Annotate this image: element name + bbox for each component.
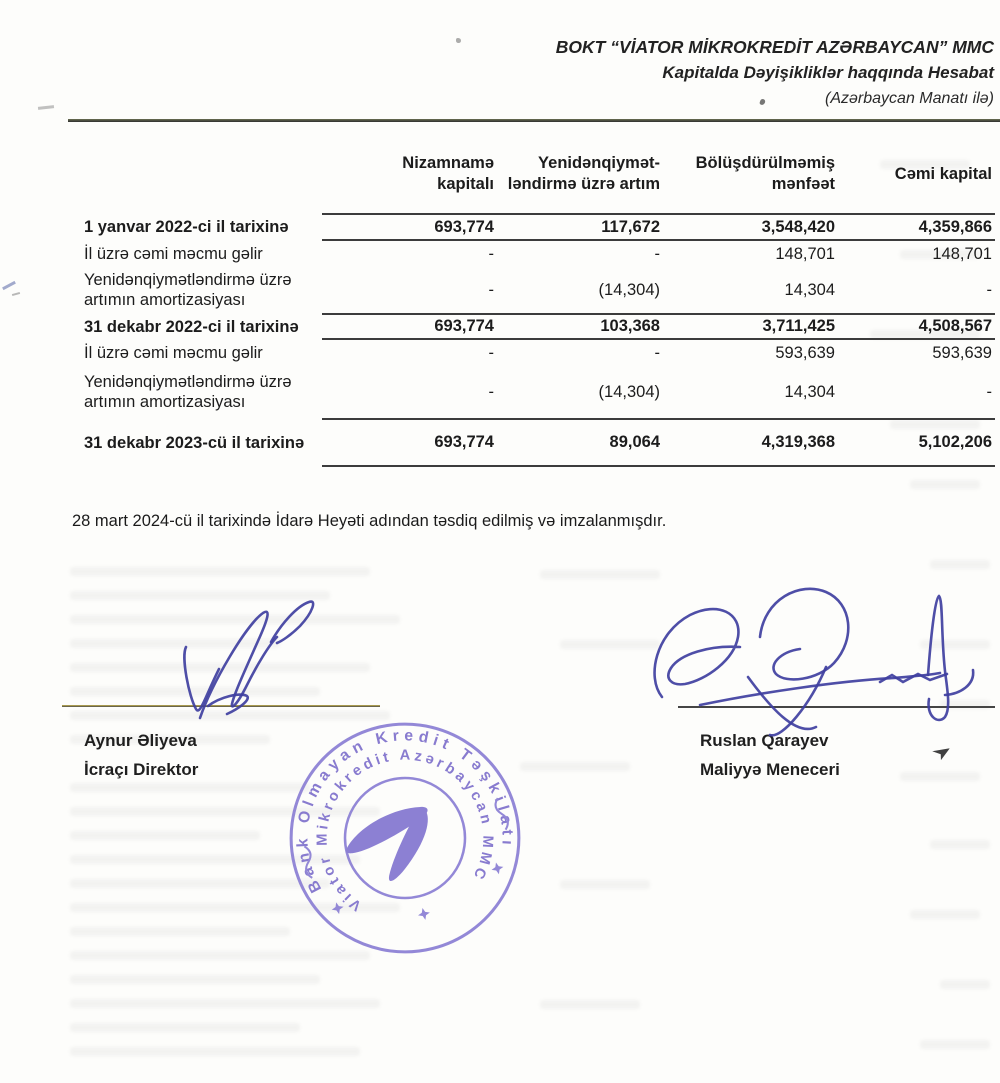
cell-value: 148,701 [932,244,992,263]
row-label: Yenidənqiymətləndirmə üzrə artımın amortizasiyası [84,271,292,309]
bleedthrough-artifact [930,840,990,849]
bleedthrough-artifact [70,567,370,576]
row-label: 31 dekabr 2022-ci il tarixinə [84,317,299,336]
signatory-name: Aynur Əliyeva [84,731,197,750]
scan-artifact [456,38,461,43]
row-values [322,366,995,418]
bleedthrough-artifact [910,910,980,919]
cell-value: - [488,343,494,362]
cell-value: - [986,382,992,401]
row-values [322,313,995,340]
table-row [84,241,995,267]
bleedthrough-artifact [70,831,260,840]
table-row [84,340,995,366]
cell-value: - [654,343,660,362]
equity-table [84,135,995,467]
row-values [322,213,995,241]
cell-value: 89,064 [609,433,660,451]
cell-value: - [488,382,494,401]
bleedthrough-artifact [520,762,630,771]
bleedthrough-artifact [70,1047,360,1056]
report-title: Kapitalda Dəyişikliklər haqqında Hesabat [662,63,994,82]
stamp-star-right [490,861,505,876]
row-label: İl üzrə cəmi məcmu gəlir [84,245,263,263]
bleedthrough-artifact [910,480,980,489]
currency-note: (Azərbaycan Manatı ilə) [825,90,994,107]
signatory-name: Ruslan Qarayev [700,731,829,750]
company-name: BOKT “VİATOR MİKROKREDİT AZƏRBAYCAN” MMC [555,37,994,57]
scan-artifact [38,105,54,110]
signature-ink-right [628,575,998,760]
table-row [84,213,995,241]
cell-value: 4,319,368 [761,433,835,451]
stamp-outer-text: Bank Olmayan Kredit Təşkilatı [294,727,516,896]
bleedthrough-artifact [70,927,290,936]
table-body [84,213,995,467]
row-values [322,340,995,366]
cell-value: 5,102,206 [918,433,992,451]
row-label: Yenidənqiymətləndirmə üzrə artımın amortizasiyası [84,373,292,411]
cell-value: 593,639 [932,343,992,362]
column-header: Cəmi kapital [894,164,992,183]
cell-value: 4,508,567 [918,317,992,335]
table-row [84,313,995,340]
row-values [322,241,995,267]
signatory-title: Maliyyə Meneceri [700,760,840,779]
cell-value: (14,304) [598,382,660,401]
row-label: 31 dekabr 2023-cü il tarixinə [84,433,305,452]
table-row [84,366,995,418]
cell-value: 14,304 [784,280,835,299]
row-values [322,418,995,467]
approval-note: 28 mart 2024-cü il tarixində İdarə Heyəti adından təsdiq edilmiş və imzalanmışdır. [72,512,667,530]
cell-value: - [986,280,992,299]
column-header: Bölüşdürülməmiş mənfəət [695,154,835,193]
column-header: Yenidənqiymət-ləndirmə üzrə artım [507,154,660,193]
cell-value: 14,304 [784,382,835,401]
bleedthrough-artifact [940,980,990,989]
cell-value: 593,639 [775,343,835,362]
cell-value: 693,774 [434,217,494,236]
scan-artifact [2,281,16,290]
table-row [84,418,995,467]
row-values [322,267,995,313]
cell-value: 4,359,866 [918,217,992,236]
document-header [556,34,994,112]
cell-value: - [488,280,494,299]
cell-value: 3,711,425 [762,317,835,335]
cell-value: 3,548,420 [761,217,835,236]
table-header-row [84,135,995,213]
cell-value: - [654,244,660,263]
row-label: 1 yanvar 2022-ci il tarixinə [84,218,289,236]
bleedthrough-artifact [70,975,320,984]
column-header: Nizamnamə kapitalı [402,154,494,193]
cell-value: 117,672 [601,217,660,236]
row-label: İl üzrə cəmi məcmu gəlir [84,344,263,362]
cell-value: 103,368 [600,317,660,335]
stamp-inner-text: Viator Mikrokredit Azərbaycan MMC [314,747,496,914]
signature-ink-left [150,585,350,740]
bleedthrough-artifact [560,880,650,889]
cell-value: (14,304) [598,280,660,299]
bleedthrough-artifact [900,772,980,781]
bleedthrough-artifact [70,1023,300,1032]
bleedthrough-artifact [930,560,990,569]
bleedthrough-artifact [920,1040,990,1049]
table-row [84,267,995,313]
bleedthrough-artifact [540,1000,640,1009]
stamp-star-bottom [417,907,432,922]
scan-artifact [12,292,20,296]
cell-value: - [488,244,494,263]
cell-value: 693,774 [434,317,494,335]
cell-value: 148,701 [775,244,835,263]
header-rule [68,119,1000,122]
bleedthrough-artifact [70,999,380,1008]
cell-value: 693,774 [434,433,494,451]
signatory-title: İcraçı Direktor [84,760,199,779]
